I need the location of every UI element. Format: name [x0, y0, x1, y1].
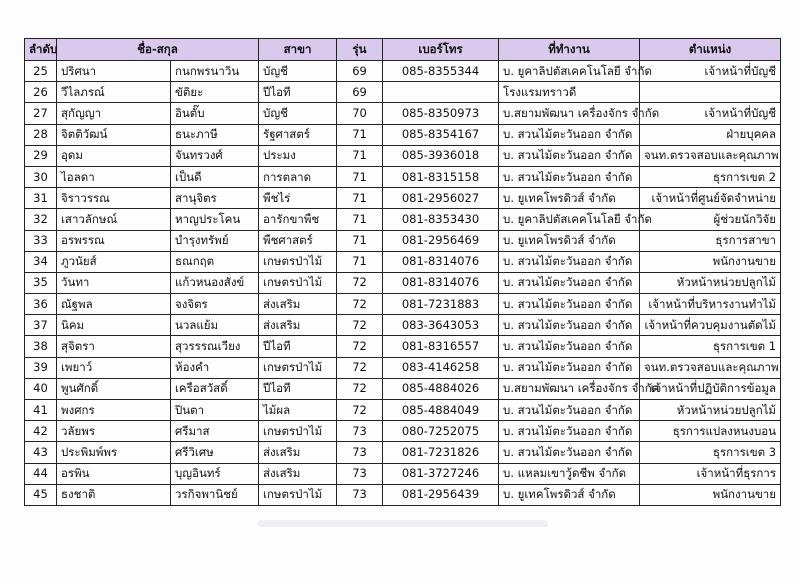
first-name-cell: วันทา — [57, 272, 171, 293]
row-number-cell: 40 — [25, 378, 57, 399]
major-cell: ปีไอที — [259, 336, 337, 357]
table-header — [25, 39, 781, 61]
position-cell: เจ้าหน้าที่ศูนย์จัดจำหน่าย — [640, 188, 781, 209]
first-name-cell: ปริศนา — [57, 61, 171, 82]
workplace-cell: บ. สวนไม้ตะวันออก จำกัด — [499, 357, 640, 378]
table-row — [25, 357, 781, 378]
phone-cell: 085-3936018 — [383, 145, 499, 166]
first-name-cell: อุดม — [57, 145, 171, 166]
workplace-cell: บ. สวนไม้ตะวันออก จำกัด — [499, 315, 640, 336]
major-cell: อารักขาพืช — [259, 209, 337, 230]
major-cell: รัฐศาสตร์ — [259, 124, 337, 145]
row-number-cell: 26 — [25, 82, 57, 103]
workplace-cell: บ. ยูเทคโพรดิวส์ จำกัด — [499, 230, 640, 251]
generation-cell: 72 — [337, 336, 383, 357]
last-name-cell: จันทรวงศ์ — [171, 145, 259, 166]
table-row — [25, 230, 781, 251]
first-name-cell: ไอลดา — [57, 166, 171, 187]
table-row — [25, 378, 781, 399]
generation-cell: 72 — [337, 400, 383, 421]
workplace-cell: บ.สยามพัฒนา เครื่องจักร จำกัด — [499, 103, 640, 124]
position-cell: เจ้าหน้าที่บัญชี — [640, 61, 781, 82]
major-cell: ส่งเสริม — [259, 463, 337, 484]
workplace-cell: บ.สยามพัฒนา เครื่องจักร จำกัด — [499, 378, 640, 399]
workplace-cell: บ. สวนไม้ตะวันออก จำกัด — [499, 336, 640, 357]
header-workplace: ที่ทำงาน — [499, 39, 640, 61]
last-name-cell: อินตั๊บ — [171, 103, 259, 124]
row-number-cell: 37 — [25, 315, 57, 336]
phone-cell: 085-8350973 — [383, 103, 499, 124]
row-number-cell: 34 — [25, 251, 57, 272]
major-cell: ส่งเสริม — [259, 294, 337, 315]
major-cell: ประมง — [259, 145, 337, 166]
first-name-cell: พงศกร — [57, 400, 171, 421]
position-cell: หัวหน้าหน่วยปลูกไม้ — [640, 400, 781, 421]
workplace-cell: บ. ยูเทคโพรดิวส์ จำกัด — [499, 484, 640, 505]
last-name-cell: สุวรรรณเวียง — [171, 336, 259, 357]
last-name-cell: กนกพรนาวิน — [171, 61, 259, 82]
major-cell: พืชศาสตร์ — [259, 230, 337, 251]
table-row — [25, 209, 781, 230]
phone-cell: 081-8314076 — [383, 251, 499, 272]
faded-footer-text — [258, 520, 548, 527]
phone-cell: 081-2956439 — [383, 484, 499, 505]
workplace-cell: บ. แหลมเขาวู้ดชีพ จำกัด — [499, 463, 640, 484]
position-cell: เจ้าหน้าที่ควบคุมงานตัดไม้ — [640, 315, 781, 336]
last-name-cell: บุญอินทร์ — [171, 463, 259, 484]
row-number-cell: 42 — [25, 421, 57, 442]
generation-cell: 70 — [337, 103, 383, 124]
last-name-cell: ศรีมาส — [171, 421, 259, 442]
row-number-cell: 35 — [25, 272, 57, 293]
phone-cell: 081-8315158 — [383, 166, 499, 187]
position-cell: ฝ่ายบุคคล — [640, 124, 781, 145]
row-number-cell: 45 — [25, 484, 57, 505]
workplace-cell: บ. สวนไม้ตะวันออก จำกัด — [499, 400, 640, 421]
row-number-cell: 25 — [25, 61, 57, 82]
row-number-cell: 39 — [25, 357, 57, 378]
phone-cell: 081-2956469 — [383, 230, 499, 251]
phone-cell: 081-3727246 — [383, 463, 499, 484]
header-no: ลำดับ — [25, 39, 57, 61]
position-cell: ธุรการสาขา — [640, 230, 781, 251]
last-name-cell: หาญประโคน — [171, 209, 259, 230]
first-name-cell: วลัยพร — [57, 421, 171, 442]
position-cell: ธุรการเขต 3 — [640, 442, 781, 463]
header-name: ชื่อ-สกุล — [57, 39, 259, 61]
generation-cell: 73 — [337, 442, 383, 463]
table-row — [25, 82, 781, 103]
table-row — [25, 463, 781, 484]
table-row — [25, 61, 781, 82]
major-cell: เกษตรป่าไม้ — [259, 484, 337, 505]
first-name-cell: ธงชาติ — [57, 484, 171, 505]
row-number-cell: 44 — [25, 463, 57, 484]
first-name-cell: อรพรรณ — [57, 230, 171, 251]
phone-cell: 085-4884049 — [383, 400, 499, 421]
generation-cell: 71 — [337, 124, 383, 145]
row-number-cell: 29 — [25, 145, 57, 166]
table-row — [25, 188, 781, 209]
position-cell: ธุรการเขต 2 — [640, 166, 781, 187]
major-cell: บัญชี — [259, 61, 337, 82]
position-cell: พนักงานขาย — [640, 251, 781, 272]
first-name-cell: จิตติวัฒน์ — [57, 124, 171, 145]
major-cell: ไม้ผล — [259, 400, 337, 421]
major-cell: การตลาด — [259, 166, 337, 187]
generation-cell: 72 — [337, 315, 383, 336]
last-name-cell: สานุจิตร — [171, 188, 259, 209]
phone-cell: 081-2956027 — [383, 188, 499, 209]
workplace-cell: บ. สวนไม้ตะวันออก จำกัด — [499, 442, 640, 463]
first-name-cell: วีไลภรณ์ — [57, 82, 171, 103]
table-row — [25, 103, 781, 124]
first-name-cell: สุจิตรา — [57, 336, 171, 357]
workplace-cell: บ. สวนไม้ตะวันออก จำกัด — [499, 124, 640, 145]
major-cell: ปีไอที — [259, 378, 337, 399]
phone-cell: 085-8355344 — [383, 61, 499, 82]
phone-cell — [383, 82, 499, 103]
table-row — [25, 315, 781, 336]
last-name-cell: ธณกฤต — [171, 251, 259, 272]
position-cell: ผู้ช่วยนักวิจัย — [640, 209, 781, 230]
phone-cell: 085-4884026 — [383, 378, 499, 399]
header-generation: รุ่น — [337, 39, 383, 61]
workplace-cell: บ. ยูคาลิปตัสเคคโนโลยี จำกัด — [499, 209, 640, 230]
table-row — [25, 484, 781, 505]
workplace-cell: บ. สวนไม้ตะวันออก จำกัด — [499, 421, 640, 442]
last-name-cell: ขัติยะ — [171, 82, 259, 103]
row-number-cell: 30 — [25, 166, 57, 187]
major-cell: เกษตรป่าไม้ — [259, 357, 337, 378]
workplace-cell: บ. สวนไม้ตะวันออก จำกัด — [499, 145, 640, 166]
row-number-cell: 31 — [25, 188, 57, 209]
row-number-cell: 36 — [25, 294, 57, 315]
generation-cell: 71 — [337, 230, 383, 251]
generation-cell: 69 — [337, 82, 383, 103]
row-number-cell: 41 — [25, 400, 57, 421]
table-row — [25, 336, 781, 357]
row-number-cell: 38 — [25, 336, 57, 357]
major-cell: บัญชี — [259, 103, 337, 124]
major-cell: เกษตรป่าไม้ — [259, 421, 337, 442]
generation-cell: 73 — [337, 421, 383, 442]
table-row — [25, 272, 781, 293]
last-name-cell: ศรีวิเศษ — [171, 442, 259, 463]
workplace-cell: โรงแรมทราวดี — [499, 82, 640, 103]
last-name-cell: ห้องคำ — [171, 357, 259, 378]
table-row — [25, 145, 781, 166]
table-row — [25, 251, 781, 272]
workplace-cell: บ. สวนไม้ตะวันออก จำกัด — [499, 294, 640, 315]
first-name-cell: ภูวนัยส์ — [57, 251, 171, 272]
position-cell: หัวหน้าหน่วยปลูกไม้ — [640, 272, 781, 293]
major-cell: ส่งเสริม — [259, 442, 337, 463]
last-name-cell: แก้วหนองสังข์ — [171, 272, 259, 293]
table-row — [25, 442, 781, 463]
row-number-cell: 28 — [25, 124, 57, 145]
major-cell: เกษตรป่าไม้ — [259, 251, 337, 272]
generation-cell: 71 — [337, 251, 383, 272]
generation-cell: 73 — [337, 463, 383, 484]
row-number-cell: 27 — [25, 103, 57, 124]
last-name-cell: เป็นดี — [171, 166, 259, 187]
phone-cell: 081-7231826 — [383, 442, 499, 463]
first-name-cell: นิคม — [57, 315, 171, 336]
position-cell — [640, 82, 781, 103]
generation-cell: 72 — [337, 294, 383, 315]
alumni-table — [24, 38, 781, 506]
major-cell: เกษตรป่าไม้ — [259, 272, 337, 293]
first-name-cell: เสาวลักษณ์ — [57, 209, 171, 230]
header-position: ตำแหน่ง — [640, 39, 781, 61]
generation-cell: 71 — [337, 166, 383, 187]
position-cell: เจ้าหน้าที่บัญชี — [640, 103, 781, 124]
first-name-cell: เพยาว์ — [57, 357, 171, 378]
table-row — [25, 124, 781, 145]
workplace-cell: บ. สวนไม้ตะวันออก จำกัด — [499, 272, 640, 293]
position-cell: ธุรการแปลงหนงบอน — [640, 421, 781, 442]
position-cell: เจ้าหน้าที่ปฏิบัติการข้อมูล — [640, 378, 781, 399]
last-name-cell: ปินตา — [171, 400, 259, 421]
position-cell: จนท.ตรวจสอบและคุณภาพ — [640, 357, 781, 378]
last-name-cell: บำรุงทรัพย์ — [171, 230, 259, 251]
position-cell: เจ้าหน้าที่ธุรการ — [640, 463, 781, 484]
major-cell: ส่งเสริม — [259, 315, 337, 336]
workplace-cell: บ. ยูคาลิปตัสเคคโนโลยี จำกัด — [499, 61, 640, 82]
phone-cell: 083-3643053 — [383, 315, 499, 336]
last-name-cell: วรกิจพานิชย์ — [171, 484, 259, 505]
last-name-cell: ธนะภาษี — [171, 124, 259, 145]
first-name-cell: ณัฐพล — [57, 294, 171, 315]
phone-cell: 080-7252075 — [383, 421, 499, 442]
workplace-cell: บ. ยูเทคโพรดิวส์ จำกัด — [499, 188, 640, 209]
last-name-cell: นวลแย้ม — [171, 315, 259, 336]
row-number-cell: 32 — [25, 209, 57, 230]
row-number-cell: 43 — [25, 442, 57, 463]
position-cell: พนักงานขาย — [640, 484, 781, 505]
table-row — [25, 400, 781, 421]
generation-cell: 72 — [337, 357, 383, 378]
row-number-cell: 33 — [25, 230, 57, 251]
last-name-cell: จงจิตร — [171, 294, 259, 315]
position-cell: เจ้าหน้าที่บริหารงานทำไม้ — [640, 294, 781, 315]
last-name-cell: เครือสวัสดิ์ — [171, 378, 259, 399]
position-cell: ธุรการเขต 1 — [640, 336, 781, 357]
generation-cell: 73 — [337, 484, 383, 505]
first-name-cell: อรพิน — [57, 463, 171, 484]
generation-cell: 71 — [337, 188, 383, 209]
first-name-cell: สุกัญญา — [57, 103, 171, 124]
table-body — [25, 61, 781, 506]
generation-cell: 72 — [337, 272, 383, 293]
generation-cell: 72 — [337, 378, 383, 399]
table-row — [25, 421, 781, 442]
header-phone: เบอร์โทร — [383, 39, 499, 61]
generation-cell: 71 — [337, 145, 383, 166]
major-cell: พืชไร่ — [259, 188, 337, 209]
table-row — [25, 166, 781, 187]
first-name-cell: ประพิมพ์พร — [57, 442, 171, 463]
phone-cell: 085-8354167 — [383, 124, 499, 145]
phone-cell: 081-7231883 — [383, 294, 499, 315]
major-cell: ปีไอที — [259, 82, 337, 103]
phone-cell: 081-8314076 — [383, 272, 499, 293]
phone-cell: 083-4146258 — [383, 357, 499, 378]
generation-cell: 69 — [337, 61, 383, 82]
phone-cell: 081-8316557 — [383, 336, 499, 357]
position-cell: จนท.ตรวจสอบและคุณภาพ — [640, 145, 781, 166]
table-row — [25, 294, 781, 315]
first-name-cell: พูนศักดิ์ — [57, 378, 171, 399]
workplace-cell: บ. สวนไม้ตะวันออก จำกัด — [499, 166, 640, 187]
first-name-cell: จิราวรรณ — [57, 188, 171, 209]
phone-cell: 081-8353430 — [383, 209, 499, 230]
generation-cell: 71 — [337, 209, 383, 230]
header-major: สาขา — [259, 39, 337, 61]
workplace-cell: บ. สวนไม้ตะวันออก จำกัด — [499, 251, 640, 272]
